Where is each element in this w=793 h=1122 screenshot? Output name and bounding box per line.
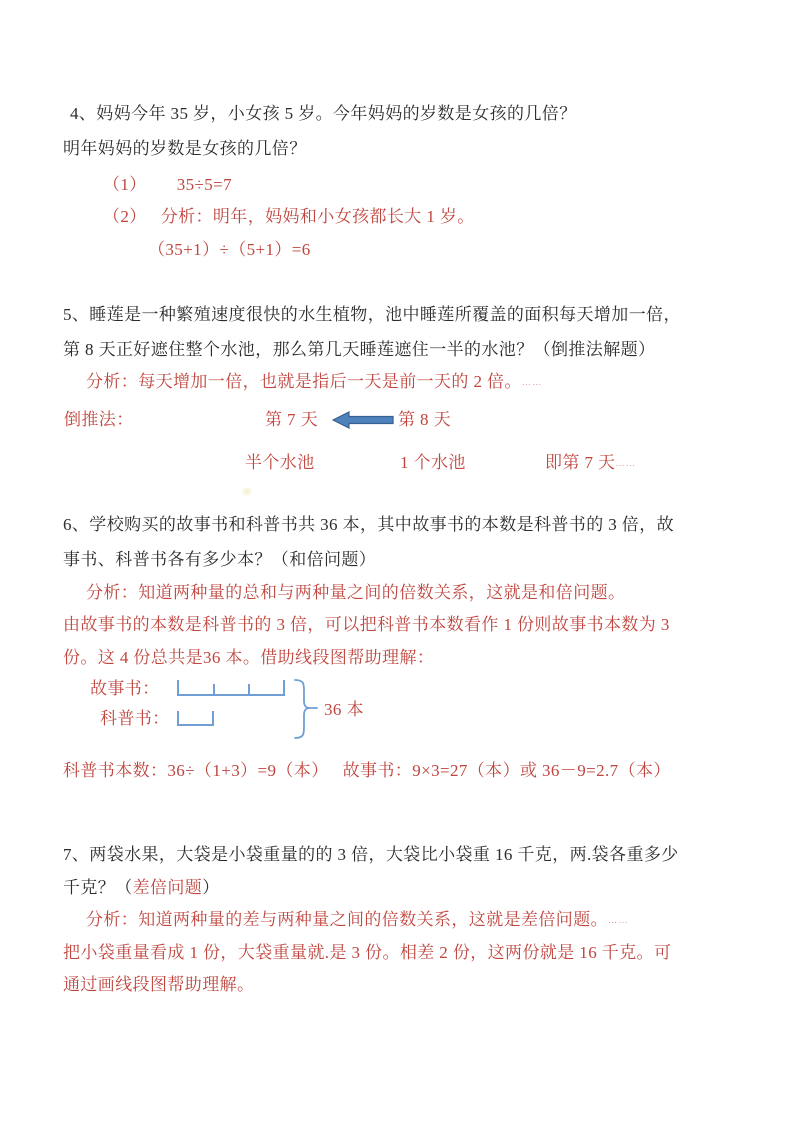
left-arrow-icon — [332, 411, 394, 429]
q7-line2-prefix: 千克？（ — [63, 878, 133, 897]
q5-analysis-text: 分析：每天增加一倍，也就是指后一天是前一天的 2 倍。 — [86, 372, 522, 391]
q4-step1-expr: 35÷5=7 — [176, 175, 233, 194]
q4-problem-line2: 明年妈妈的岁数是女孩的几倍？ — [63, 139, 307, 158]
q4-step2-text: 分析：明年，妈妈和小女孩都长大 1 岁。 — [160, 207, 475, 226]
q6-analysis-line3: 份。这 4 份总共是36 本。借助线段图帮助理解： — [63, 648, 435, 667]
diagram-total-label: 36 本 — [324, 700, 364, 719]
q6-analysis-line1: 分析：知道两种量的总和与两种量之间的倍数关系，这就是和倍问题。 — [86, 583, 626, 602]
q6-problem-line1: 6、学校购买的故事书和科普书共 36 本，其中故事书的本数是科普书的 3 倍，故 — [63, 515, 674, 534]
q5-conclusion-text: 即第 7 天 — [545, 453, 616, 472]
q7-analysis-line2: 把小袋重量看成 1 份，大袋重量就.是 3 份。相差 2 份，这两份就是 16 千克。可 — [63, 943, 672, 962]
diagram-story-book-label: 故事书： — [90, 679, 160, 698]
stain-artifact — [243, 488, 251, 495]
q4-step2-expression: （35+1）÷（5+1）=6 — [148, 240, 311, 259]
q4-step1-label: （1） — [103, 175, 147, 194]
q7-problem-line1: 7、两袋水果，大袋是小袋重量的的 3 倍，大袋比小袋重 16 千克，两.袋各重多少 — [63, 845, 679, 864]
q5-day7-label: 第 7 天 — [265, 410, 318, 429]
q5-conclusion — [545, 452, 636, 474]
q7-problem-type-label: 差倍问题 — [132, 878, 203, 897]
q6-analysis-line2: 由故事书的本数是科普书的 3 倍，可以把科普书本数看作 1 份则故事书本数为 3 — [63, 615, 670, 634]
q6-problem-line2: 事书、科普书各有多少本？（和倍问题） — [63, 550, 377, 569]
science-book-segment-bar — [177, 711, 214, 726]
q6-solution — [63, 760, 671, 781]
q4-problem-line1: 4、妈妈今年 35 岁，小女孩 5 岁。今年妈妈的岁数是女孩的几倍？ — [70, 104, 577, 123]
q5-method-label: 倒推法： — [64, 410, 134, 429]
diagram-science-book-label: 科普书： — [100, 709, 170, 728]
q7-analysis-line1 — [86, 909, 629, 931]
q4-step1 — [103, 174, 232, 195]
q7-analysis1-text: 分析：知道两种量的差与两种量之间的倍数关系，这就是差倍问题。 — [86, 910, 608, 929]
q6-solution-story: 故事书：9×3=27（本）或 36－9=2.7（本） — [342, 761, 671, 780]
q5-analysis-trail-marks: …… — [521, 377, 543, 387]
total-brace — [293, 679, 319, 739]
q7-analysis-line3: 通过画线段图帮助理解。 — [63, 975, 255, 994]
q5-day8-label: 第 8 天 — [398, 410, 451, 429]
q5-analysis — [86, 371, 543, 393]
q7-analysis-trail-marks: …… — [608, 915, 629, 925]
q6-solution-science: 科普书本数：36÷（1+3）=9（本） — [63, 761, 329, 780]
q5-half-pool-label: 半个水池 — [245, 453, 315, 472]
q5-conclusion-trail-marks: …… — [615, 458, 637, 468]
q4-step2-label: （2） — [103, 207, 147, 226]
q5-problem-line1: 5、睡莲是一种繁殖速度很快的水生植物，池中睡莲所覆盖的面积每天增加一倍， — [63, 305, 681, 324]
q7-problem-line2 — [63, 877, 220, 898]
q5-full-pool-label: 1 个水池 — [400, 453, 466, 472]
story-book-segment-bar — [177, 680, 285, 696]
q7-line2-suffix: ） — [202, 878, 220, 897]
q5-problem-line2: 第 8 天正好遮住整个水池，那么第几天睡莲遮住一半的水池？（倒推法解题） — [63, 340, 656, 359]
q4-step2 — [103, 206, 475, 227]
